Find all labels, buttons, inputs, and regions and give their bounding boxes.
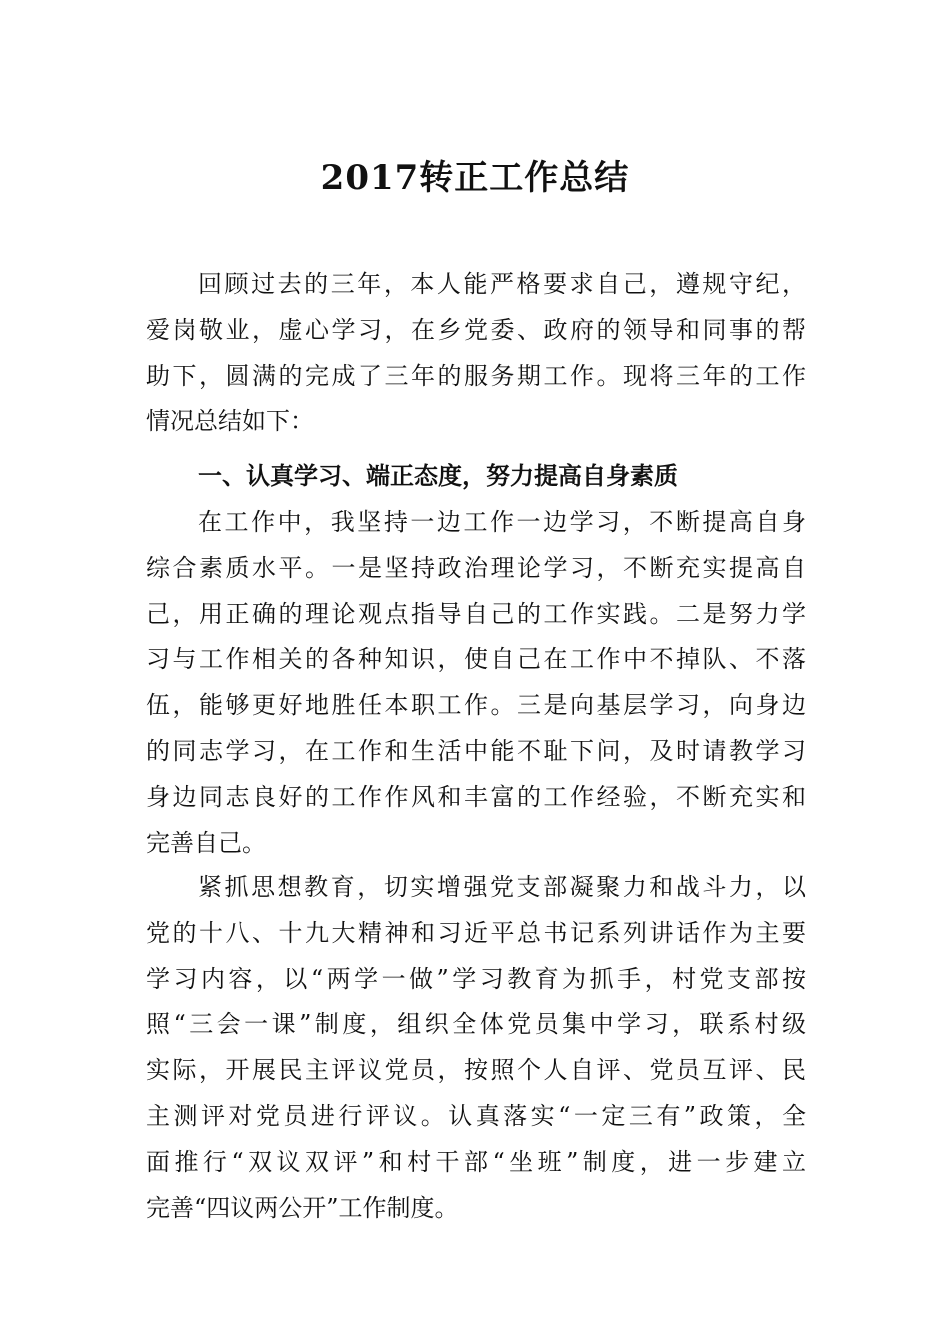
- document-title: 2017转正工作总结: [320, 158, 630, 198]
- text-line: 综合素质水平。一是坚持政治理论学习，不断充实提高自: [146, 553, 806, 582]
- text-line: 完善自己。: [146, 828, 266, 857]
- text-line: 面推行“双议双评”和村干部“坐班”制度，进一步建立: [146, 1147, 806, 1176]
- section-heading-text: 一、认真学习、端正态度，努力提高自身素质: [198, 461, 678, 490]
- text-line: 党的十八、十九大精神和习近平总书记系列讲话作为主要: [146, 918, 806, 947]
- text-line: 照“三会一课”制度，组织全体党员集中学习，联系村级: [146, 1010, 806, 1039]
- text-line: 实际，开展民主评议党员，按照个人自评、党员互评、民: [146, 1056, 806, 1085]
- text-line: 学习内容，以“两学一做”学习教育为抓手，村党支部按: [146, 964, 806, 993]
- text-line: 在工作中，我坚持一边工作一边学习，不断提高自身: [198, 508, 806, 536]
- body-paragraph-1: [146, 500, 806, 866]
- text-line: 情况总结如下：: [146, 407, 314, 436]
- section-heading: [146, 453, 806, 499]
- text-line: 身边同志良好的工作作风和丰富的工作经验，不断充实和: [146, 782, 806, 811]
- text-line: 紧抓思想教育，切实增强党支部凝聚力和战斗力，以: [198, 873, 806, 901]
- text-line: 的同志学习，在工作和生活中能不耻下问，及时请教学习: [146, 736, 806, 765]
- intro-paragraph: [146, 262, 806, 445]
- text-line: 主测评对党员进行评议。认真落实“一定三有”政策，全: [146, 1101, 806, 1130]
- text-line: 习与工作相关的各种知识，使自己在工作中不掉队、不落: [146, 645, 806, 674]
- text-line: 完善“四议两公开”工作制度。: [146, 1193, 459, 1222]
- text-line: 己，用正确的理论观点指导自己的工作实践。二是努力学: [146, 599, 806, 628]
- text-line: 爱岗敬业，虚心学习，在乡党委、政府的领导和同事的帮: [146, 315, 806, 344]
- text-line: 回顾过去的三年，本人能严格要求自己，遵规守纪，: [198, 270, 806, 298]
- text-line: 助下，圆满的完成了三年的服务期工作。现将三年的工作: [146, 361, 806, 390]
- text-line: 伍，能够更好地胜任本职工作。三是向基层学习，向身边: [146, 691, 806, 720]
- body-paragraph-2: [146, 865, 806, 1231]
